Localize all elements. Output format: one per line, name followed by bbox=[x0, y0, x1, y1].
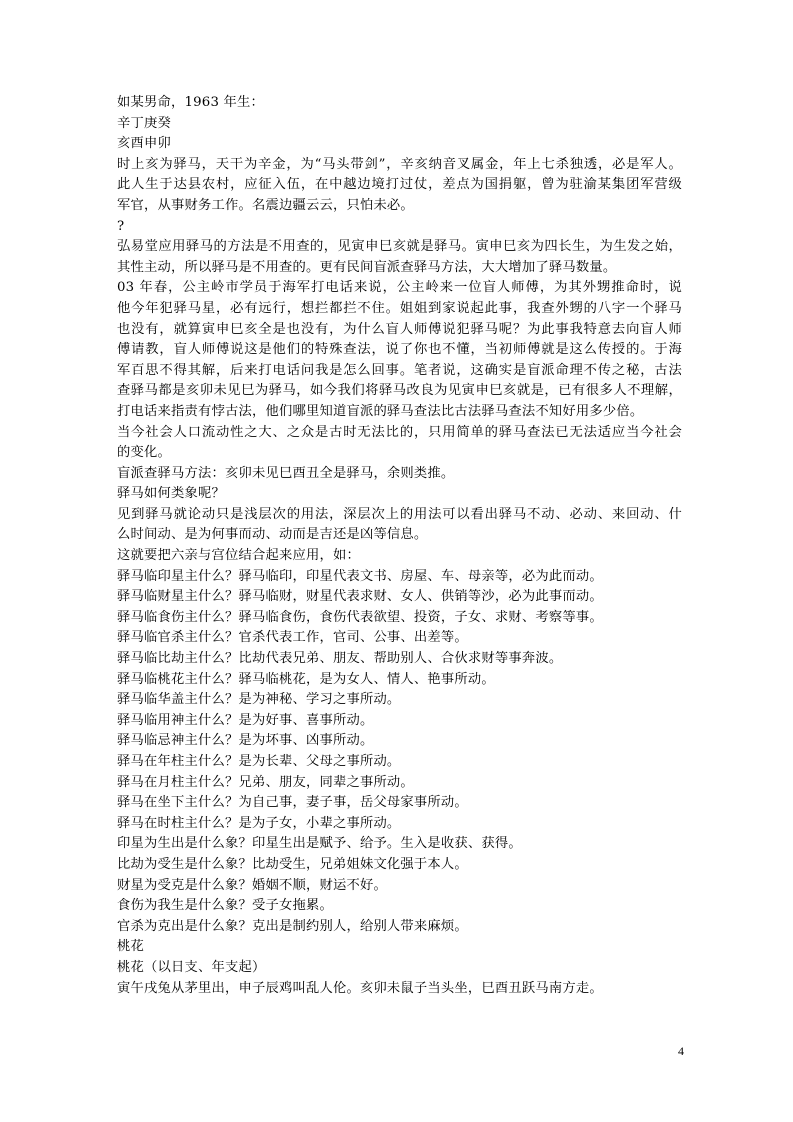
text-line: 驿马临官杀主什么？官杀代表工作，官司、公事、出差等。 bbox=[117, 630, 468, 646]
text-line: 驿马临忌神主什么？是为坏事、凶事所动。 bbox=[117, 733, 374, 749]
text-line: 辛丁庚癸 bbox=[117, 115, 171, 131]
text-line: ? bbox=[117, 218, 125, 234]
text-line: 的变化。 bbox=[117, 445, 171, 461]
text-line: 驿马临用神主什么？是为好事、喜事所动。 bbox=[117, 712, 374, 728]
text-line: 驿马在时柱主什么？是为子女，小辈之事所动。 bbox=[117, 815, 401, 831]
text-line: 寅午戌兔从茅里出，申子辰鸡叫乱人伦。亥卯未鼠子当头坐，巳酉丑跃马南方走。 bbox=[117, 980, 603, 996]
text-line: 时上亥为驿马，天干为辛金，为“马头带剑”，辛亥纳音叉属金，年上七杀独透，必是军人。 bbox=[117, 156, 682, 172]
text-line: 军百思不得其解，后来打电话问我是怎么回事。笔者说，这确实是盲派命理不传之秘，古法 bbox=[117, 362, 682, 378]
text-line: 食伤为我生是什么象？受子女拖累。 bbox=[117, 898, 333, 914]
text-line: 见到驿马就论动只是浅层次的用法，深层次上的用法可以看出驿马不动、必动、来回动、什 bbox=[117, 506, 682, 522]
text-line: 驿马临比劫主什么？比劫代表兄弟、朋友、帮助别人、合伙求财等事奔波。 bbox=[117, 651, 563, 667]
text-line: 如某男命，1963 年生： bbox=[117, 95, 265, 110]
text-line: 打电话来指责有悖古法，他们哪里知道盲派的驿马查法比古法驿马查法不知好用多少倍。 bbox=[117, 403, 644, 419]
text-line: 驿马临印星主什么？驿马临印，印星代表文书、房屋、车、母亲等，必为此而动。 bbox=[117, 568, 603, 584]
text-line: 印星为生出是什么象？印星生出是赋予、给予。生入是收获、获得。 bbox=[117, 836, 522, 852]
text-line: 驿马在年柱主什么？是为长辈、父母之事所动。 bbox=[117, 754, 401, 769]
text-line: 也没有，就算寅申巳亥全是也没有，为什么盲人师傅说犯驿马呢？为此事我特意去向盲人师 bbox=[117, 321, 682, 337]
text-line: 财星为受克是什么象？婚姻不顺，财运不好。 bbox=[117, 877, 387, 893]
text-line: 他今年犯驿马星，必有远行，想拦都拦不住。姐姐到家说起此事，我查外甥的八字一个驿马 bbox=[117, 300, 682, 316]
text-line: 官杀为克出是什么象？克出是制约别人，给别人带来麻烦。 bbox=[117, 918, 468, 934]
text-line: 傅请教，盲人师傅说这是他们的特殊查法，说了你也不懂，当初师傅就是这么传授的。于海 bbox=[117, 342, 682, 358]
text-line: 弘易堂应用驿马的方法是不用查的，见寅申巳亥就是驿马。寅申巳亥为四长生，为生发之始， bbox=[117, 239, 682, 255]
text-line: 么时间动、是为何事而动、动而是吉还是凶等信息。 bbox=[117, 527, 428, 543]
text-line: 驿马临华盖主什么？是为神秘、学习之事所动。 bbox=[117, 692, 401, 708]
text-line: 亥酉申卯 bbox=[117, 136, 171, 152]
text-line: 驿马临桃花主什么？驿马临桃花，是为女人、情人、艳事所动。 bbox=[117, 671, 495, 687]
text-line: 比劫为受生是什么象？比劫受生，兄弟姐妹文化强于本人。 bbox=[117, 856, 468, 872]
text-line: 桃花 bbox=[117, 939, 144, 955]
text-line: 当今社会人口流动性之大、之众是古时无法比的，只用简单的驿马查法已无法适应当今社会 bbox=[117, 424, 682, 440]
text-line: 军官，从事财务工作。名震边疆云云，只怕未必。 bbox=[117, 197, 414, 213]
text-line: 驿马临财星主什么？驿马临财，财星代表求财、女人、供销等沙，必为此事而动。 bbox=[117, 589, 603, 605]
text-line: 其性主动，所以驿马是不用查的。更有民间盲派查驿马方法，大大增加了驿马数量。 bbox=[117, 259, 617, 275]
text-line: 驿马在月柱主什么？兄弟、朋友，同辈之事所动。 bbox=[117, 774, 414, 790]
text-line: 查驿马都是亥卯未见巳为驿马，如今我们将驿马改良为见寅申巳亥就是，已有很多人不理解， bbox=[117, 383, 682, 399]
page-number: 4 bbox=[678, 1044, 684, 1058]
text-line: 驿马在坐下主什么？为自己事，妻子事，岳父母家事所动。 bbox=[117, 795, 468, 811]
text-line: 驿马临食伤主什么？驿马临食伤，食伤代表欲望、投资，子女、求财、考察等事。 bbox=[117, 609, 603, 625]
text-line: 盲派查驿马方法：亥卯未见巳酉丑全是驿马，余则类推。 bbox=[117, 465, 455, 481]
text-line: 桃花（以日支、年支起） bbox=[117, 959, 266, 975]
text-line: 驿马如何类象呢？ bbox=[117, 486, 225, 502]
text-line: 此人生于达县农村，应征入伍，在中越边境打过仗，差点为国捐躯，曾为驻渝某集团军营级 bbox=[117, 177, 682, 193]
document-body bbox=[117, 93, 682, 999]
text-line: 03 年春，公主岭市学员于海军打电话来说，公主岭来一位盲人师傅，为其外甥推命时，说 bbox=[117, 280, 682, 296]
text-line: 这就要把六亲与宫位结合起来应用，如： bbox=[117, 548, 360, 564]
